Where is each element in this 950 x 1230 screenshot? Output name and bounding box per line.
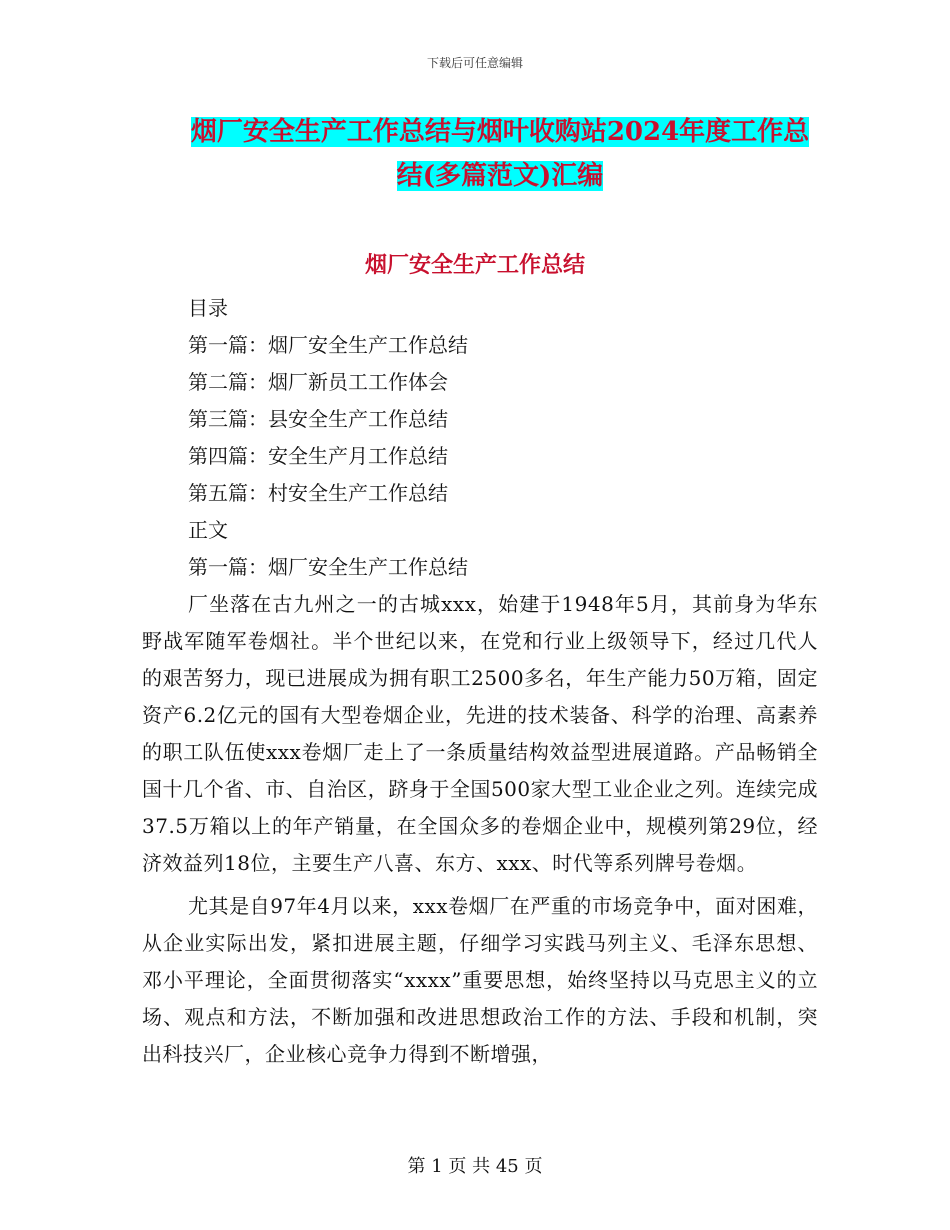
document-title-line-1: 烟厂安全生产工作总结与烟叶收购站2024年度工作总 — [190, 117, 810, 147]
section-title: 第一篇：烟厂安全生产工作总结 — [188, 555, 468, 579]
toc-item-3: 第三篇：县安全生产工作总结 — [188, 407, 448, 431]
section-subtitle: 烟厂安全生产工作总结 — [364, 252, 585, 278]
body-paragraph-2: 尤其是自97年4月以来，xxx卷烟厂在严重的市场竞争中，面对困难，从企业实际出发，紧扣进展主题，仔细学习实践马列主义、毛泽东思想、邓小平理论，全面贯彻落实“xxxx”重要思想，始终坚持以马克思主义的立场、观点和方法，不断加强和改进思想政治工作的方法、手段和机制，突出科技兴厂，企业核心竞争力得到不断增强， — [142, 894, 818, 1066]
toc-item-4: 第四篇：安全生产月工作总结 — [188, 444, 448, 468]
toc-item-1: 第一篇：烟厂安全生产工作总结 — [188, 333, 468, 357]
toc-item-2: 第二篇：烟厂新员工工作体会 — [188, 370, 448, 394]
document-body — [142, 290, 818, 1073]
toc-item-5: 第五篇：村安全生产工作总结 — [188, 481, 448, 505]
header-note: 下载后可任意编辑 — [426, 56, 523, 70]
document-title-line-2: 结(多篇范文)汇编 — [396, 161, 604, 191]
page-footer: 第 1 页 共 45 页 — [407, 1156, 543, 1177]
body-paragraph-1: 厂坐落在古九州之一的古城xxx，始建于1948年5月，其前身为华东野战军随军卷烟社。半个世纪以来，在党和行业上级领导下，经过几代人的艰苦努力，现已进展成为拥有职工2500多名，年生产能力50万箱，固定资产6.2亿元的国有大型卷烟企业，先进的技术装备、科学的治理、高素养的职工队伍使xxx卷烟厂走上了一条质量结构效益型进展道路。产品畅销全国十几个省、市、自治区，跻身于全国500家大型工业企业之列。连续完成37.5万箱以上的年产销量，在全国众多的卷烟企业中，规模列第29位，经济效益列18位，主要生产八喜、东方、xxx、时代等系列牌号卷烟。 — [142, 592, 818, 875]
toc-heading: 目录 — [188, 296, 228, 320]
body-heading: 正文 — [188, 518, 228, 542]
document-title — [140, 110, 860, 198]
